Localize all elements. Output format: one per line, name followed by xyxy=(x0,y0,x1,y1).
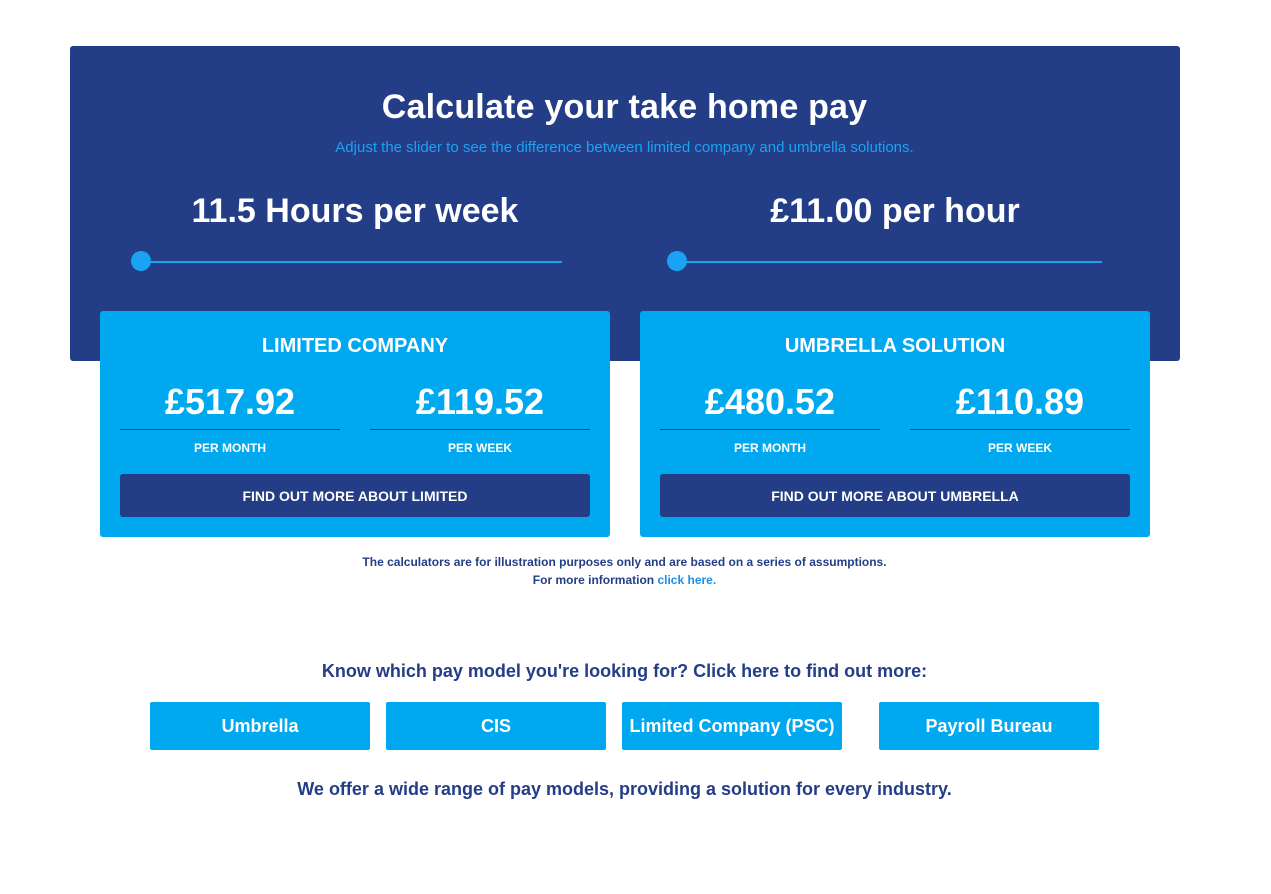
find-out-more-limited-button[interactable]: FIND OUT MORE ABOUT LIMITED xyxy=(120,474,590,517)
hours-slider-handle[interactable] xyxy=(131,251,151,271)
umbrella-per-week-label: PER WEEK xyxy=(987,441,1052,455)
hours-value: 11.5 Hours per week xyxy=(191,192,519,230)
limited-company-card xyxy=(100,311,610,537)
disclaimer xyxy=(0,553,1249,589)
umbrella-per-week-value: £110.89 xyxy=(910,381,1130,430)
pay-models-tagline: We offer a wide range of pay models, providing a solution for every industry. xyxy=(297,779,952,799)
umbrella-solution-card xyxy=(640,311,1150,537)
find-out-more-umbrella-button[interactable]: FIND OUT MORE ABOUT UMBRELLA xyxy=(660,474,1130,517)
umbrella-per-month-value: £480.52 xyxy=(660,381,880,430)
pay-model-heading: Know which pay model you're looking for? Click here to find out more: xyxy=(321,661,928,681)
more-info-text: For more information xyxy=(532,573,658,587)
cis-model-button[interactable]: CIS xyxy=(386,702,606,750)
limited-card-title: LIMITED COMPANY xyxy=(261,335,449,357)
rate-slider-track[interactable] xyxy=(677,261,1102,263)
limited-per-week-label: PER WEEK xyxy=(447,441,512,455)
limited-company-psc-model-button[interactable]: Limited Company (PSC) xyxy=(622,702,842,750)
umbrella-per-month-label: PER MONTH xyxy=(734,441,806,455)
rate-slider-handle[interactable] xyxy=(667,251,687,271)
umbrella-model-button[interactable]: Umbrella xyxy=(150,702,370,750)
limited-per-week-value: £119.52 xyxy=(370,381,590,430)
disclaimer-more-info xyxy=(0,571,1249,589)
hours-slider-track[interactable] xyxy=(141,261,562,263)
click-here-link[interactable]: click here. xyxy=(657,573,717,587)
disclaimer-line: The calculators are for illustration purposes only and are based on a series of assumptions. xyxy=(362,555,887,569)
page-title: Calculate your take home pay xyxy=(381,88,868,126)
rate-value: £11.00 per hour xyxy=(770,192,1020,230)
payroll-bureau-model-button[interactable]: Payroll Bureau xyxy=(879,702,1099,750)
limited-per-month-value: £517.92 xyxy=(120,381,340,430)
page-subtitle: Adjust the slider to see the difference between limited company and umbrella solutions. xyxy=(335,139,914,156)
limited-per-month-label: PER MONTH xyxy=(194,441,266,455)
umbrella-card-title: UMBRELLA SOLUTION xyxy=(784,335,1006,357)
